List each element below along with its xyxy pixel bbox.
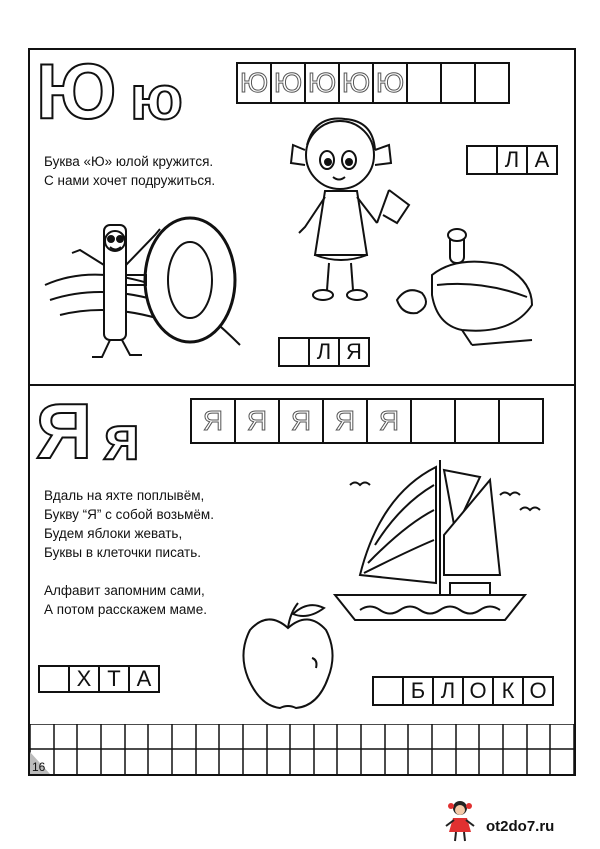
word-khta xyxy=(38,665,158,693)
empty-cell[interactable] xyxy=(454,398,500,444)
yu-trace-row xyxy=(236,62,508,104)
empty-cell[interactable] xyxy=(410,398,456,444)
big-letter-yu-lower: ю xyxy=(130,64,183,133)
big-letter-ya-lower: я xyxy=(104,404,141,473)
letter-yu-character-icon xyxy=(40,205,270,370)
apple-icon xyxy=(238,598,338,716)
letter-cell: Я xyxy=(338,337,370,367)
letter-cell: Б xyxy=(402,676,434,706)
poem-line: Буква «Ю» юлой кружится. xyxy=(44,154,214,169)
trace-cell[interactable]: Ю xyxy=(236,62,272,104)
letter-cell: Л xyxy=(432,676,464,706)
trace-cell[interactable]: Я xyxy=(234,398,280,444)
letter-cell: Х xyxy=(68,665,100,693)
trace-cell[interactable]: Ю xyxy=(304,62,340,104)
logo-girl-icon xyxy=(440,798,480,844)
trace-cell[interactable]: Ю xyxy=(270,62,306,104)
poem-line: А потом расскажем маме. xyxy=(44,602,207,617)
sailboat-icon xyxy=(330,455,560,635)
site-name[interactable]: ot2do7.ru xyxy=(486,818,555,835)
trace-cell[interactable]: Я xyxy=(190,398,236,444)
letter-cell[interactable] xyxy=(278,337,310,367)
empty-cell[interactable] xyxy=(406,62,442,104)
big-letter-ya-upper: Я xyxy=(36,387,93,475)
letter-cell: Т xyxy=(98,665,130,693)
trace-cell[interactable]: Я xyxy=(322,398,368,444)
poem-line xyxy=(44,562,214,581)
trace-cell[interactable]: Ю xyxy=(338,62,374,104)
ya-poem xyxy=(44,486,214,619)
poem-line: Буквы в клеточки писать. xyxy=(44,545,202,560)
empty-cell[interactable] xyxy=(440,62,476,104)
letter-cell: Л xyxy=(308,337,340,367)
big-letter-yu-upper: Ю xyxy=(36,47,117,135)
letter-cell: А xyxy=(128,665,160,693)
ya-trace-row xyxy=(190,398,542,444)
writing-grid[interactable] xyxy=(30,724,574,774)
letter-cell[interactable] xyxy=(466,145,498,175)
trace-cell[interactable]: Я xyxy=(278,398,324,444)
word-la xyxy=(466,145,556,175)
empty-cell[interactable] xyxy=(474,62,510,104)
trace-cell[interactable]: Я xyxy=(366,398,412,444)
empty-cell[interactable] xyxy=(498,398,544,444)
letter-cell: К xyxy=(492,676,524,706)
poem-line: Букву “Я” с собой возьмём. xyxy=(44,507,214,522)
spinning-top-icon xyxy=(392,225,542,355)
section-divider xyxy=(28,384,576,386)
letter-cell[interactable] xyxy=(372,676,404,706)
letter-cell: А xyxy=(526,145,558,175)
letter-cell: О xyxy=(462,676,494,706)
poem-line: С нами хочет подружиться. xyxy=(44,173,216,188)
letter-cell: Л xyxy=(496,145,528,175)
poem-line: Будем яблоки жевать, xyxy=(44,526,183,541)
poem-line: Алфавит запомним сами, xyxy=(44,583,205,598)
letter-cell[interactable] xyxy=(38,665,70,693)
word-lya xyxy=(278,337,368,367)
letter-cell: О xyxy=(522,676,554,706)
poem-line: Вдаль на яхте поплывём, xyxy=(44,488,205,503)
trace-cell[interactable]: Ю xyxy=(372,62,408,104)
yu-poem xyxy=(44,152,215,190)
word-bloko xyxy=(372,676,552,706)
page-number: 16 xyxy=(32,760,46,774)
